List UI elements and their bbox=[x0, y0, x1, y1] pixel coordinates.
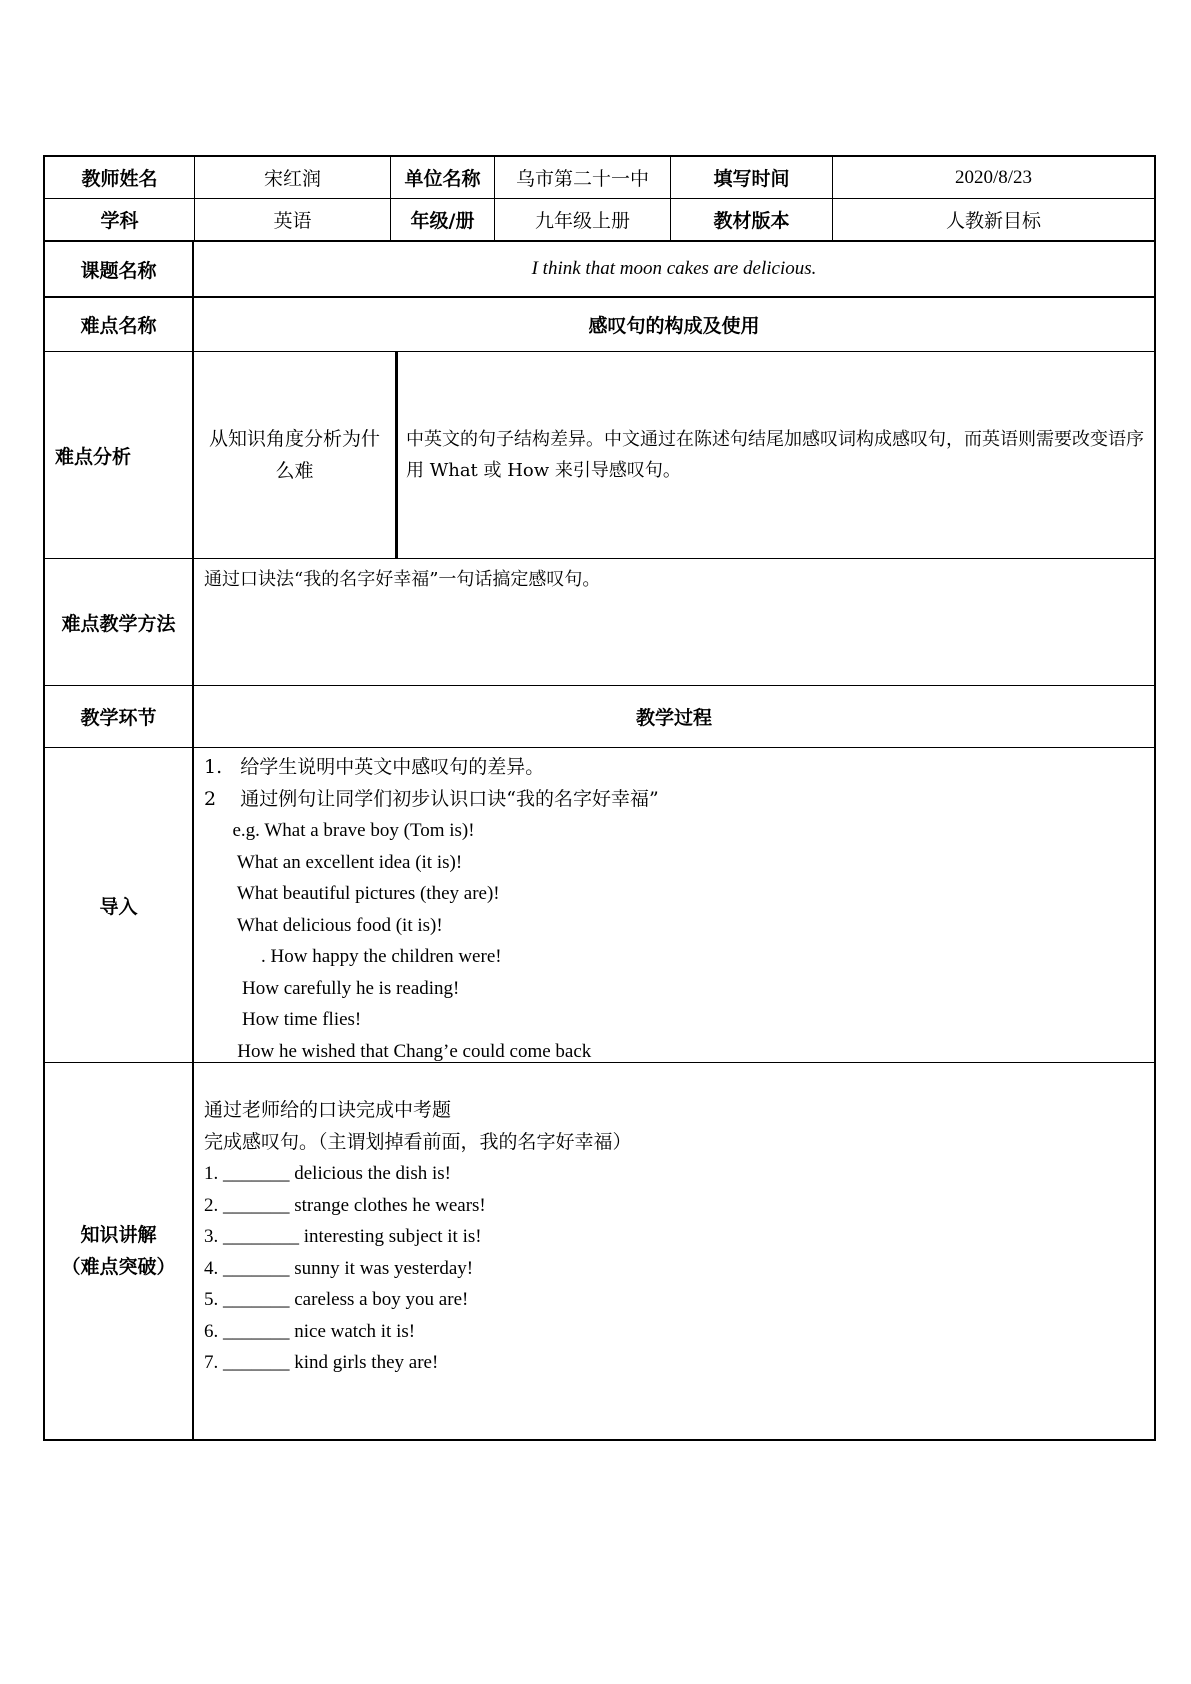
unit-label: 单位名称 bbox=[390, 157, 494, 198]
knowledge-label-line1: 知识讲解 bbox=[80, 1224, 157, 1246]
textbook-value: 人教新目标 bbox=[832, 199, 1154, 240]
date-label: 填写时间 bbox=[670, 157, 832, 198]
knowledge-line: 通过老师给的口诀完成中考题 bbox=[204, 1099, 452, 1121]
method-label: 难点教学方法 bbox=[45, 559, 194, 685]
intro-line: e.g. What a brave boy (Tom is)! bbox=[204, 820, 475, 841]
difficulty-label: 难点名称 bbox=[45, 298, 194, 351]
topic-label: 课题名称 bbox=[45, 242, 194, 296]
intro-line: How time flies! bbox=[204, 1009, 362, 1030]
topic-row bbox=[43, 240, 1156, 296]
analysis-row bbox=[43, 351, 1156, 558]
exercise-item: 7. _______ kind girls they are! bbox=[204, 1352, 439, 1373]
process-header-row bbox=[43, 685, 1156, 747]
intro-line: What beautiful pictures (they are)! bbox=[204, 883, 500, 904]
knowledge-row bbox=[43, 1062, 1156, 1441]
analysis-sub-label: 从知识角度分析为什么难 bbox=[194, 352, 398, 558]
exercise-item: 2. _______ strange clothes he wears! bbox=[204, 1194, 486, 1216]
intro-line: How carefully he is reading! bbox=[204, 977, 460, 999]
intro-row bbox=[43, 747, 1156, 1062]
intro-line: . How happy the children were! bbox=[204, 946, 502, 967]
header-row-1 bbox=[43, 155, 1156, 198]
topic-value: I think that moon cakes are delicious. bbox=[531, 258, 817, 279]
analysis-label: 难点分析 bbox=[45, 352, 194, 558]
header-row-2 bbox=[43, 198, 1156, 240]
date-value: 2020/8/23 bbox=[832, 157, 1154, 198]
method-text: 通过口诀法“我的名字好幸福”一句话搞定感叹句。 bbox=[204, 569, 601, 590]
exercise-item: 4. _______ sunny it was yesterday! bbox=[204, 1257, 474, 1279]
intro-line: How he wished that Chang’e could come back bbox=[204, 1040, 592, 1062]
grade-label: 年级/册 bbox=[390, 199, 494, 240]
teacher-label: 教师姓名 bbox=[81, 168, 158, 190]
exercise-item: 3. ________ interesting subject it is! bbox=[204, 1226, 482, 1247]
method-row bbox=[43, 558, 1156, 685]
intro-label: 导入 bbox=[45, 748, 194, 1062]
knowledge-line: 完成感叹句。（主谓划掉看前面，我的名字好幸福） bbox=[204, 1130, 632, 1153]
intro-line: What delicious food (it is)! bbox=[204, 914, 443, 936]
grade-value: 九年级上册 bbox=[494, 199, 670, 240]
subject-value: 英语 bbox=[194, 199, 390, 240]
process-label: 教学过程 bbox=[635, 707, 712, 729]
teacher-value: 宋红润 bbox=[194, 157, 390, 198]
exercise-item: 5. _______ careless a boy you are! bbox=[204, 1289, 469, 1310]
intro-line: 1. 给学生说明中英文中感叹句的差异。 bbox=[204, 756, 545, 778]
difficulty-row bbox=[43, 296, 1156, 351]
unit-value: 乌市第二十一中 bbox=[494, 157, 670, 198]
knowledge-label bbox=[45, 1063, 194, 1439]
lesson-plan-table bbox=[43, 155, 1156, 1441]
subject-label: 学科 bbox=[100, 210, 139, 232]
intro-content bbox=[194, 748, 1154, 1062]
exercise-item: 6. _______ nice watch it is! bbox=[204, 1320, 416, 1342]
textbook-label: 教材版本 bbox=[670, 199, 832, 240]
exercise-item: 1. _______ delicious the dish is! bbox=[204, 1163, 451, 1184]
intro-line: 2 通过例句让同学们初步认识口诀“我的名字好幸福” bbox=[204, 787, 659, 810]
intro-line: What an excellent idea (it is)! bbox=[204, 851, 463, 873]
difficulty-value: 感叹句的构成及使用 bbox=[588, 315, 760, 337]
stage-label: 教学环节 bbox=[45, 686, 194, 747]
analysis-text: 中英文的句子结构差异。中文通过在陈述句结尾加感叹词构成感叹句，而英语则需要改变语序用 What 或 How 来引导感叹句。 bbox=[406, 429, 1144, 481]
knowledge-content bbox=[194, 1063, 1154, 1439]
knowledge-label-line2: （难点突破） bbox=[61, 1256, 176, 1278]
